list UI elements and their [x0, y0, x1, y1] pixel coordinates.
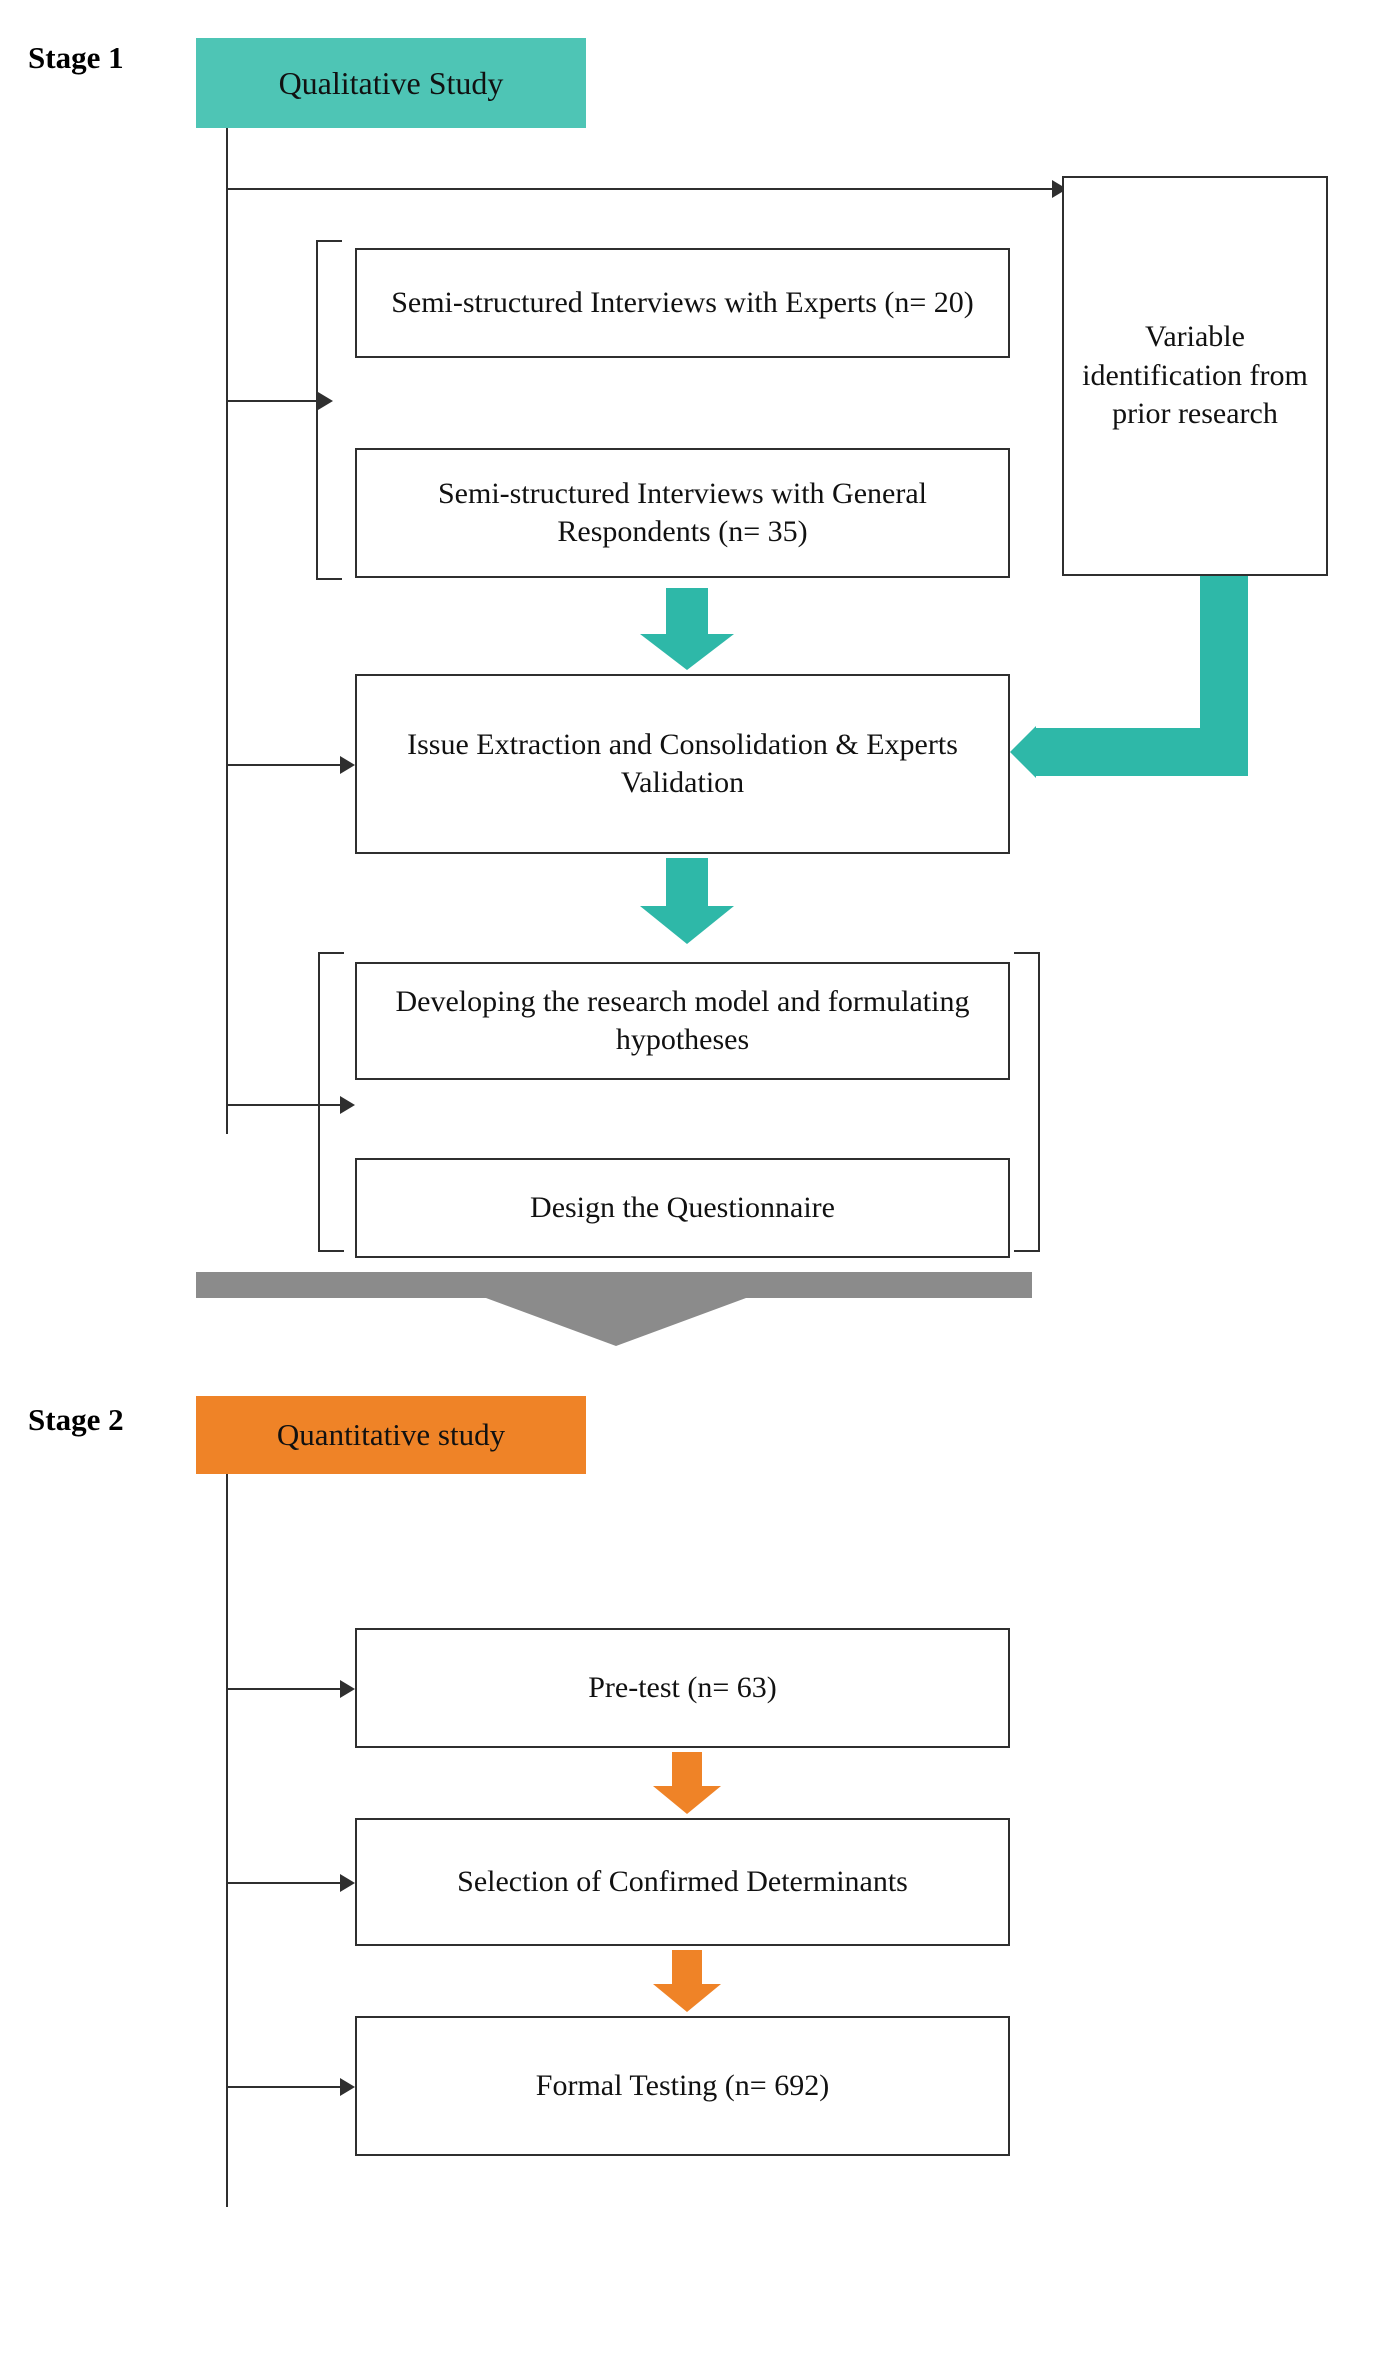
arrow-head-model — [340, 1096, 355, 1114]
stage-1-head-qualitative-study: Qualitative Study — [196, 38, 586, 128]
stage-2-spine — [226, 1474, 228, 2207]
arrow-interviews-to-issue-extraction — [640, 588, 734, 670]
connector-spine-to-formal-testing — [226, 2086, 350, 2088]
arrow-head-interviews — [318, 392, 333, 410]
connector-spine-to-interviews — [226, 400, 322, 402]
node-design-questionnaire: Design the Questionnaire — [355, 1158, 1010, 1258]
arrow-head-pre-test — [340, 1680, 355, 1698]
stage-2-head-quantitative-study: Quantitative study — [196, 1396, 586, 1474]
node-interviews-general-respondents: Semi-structured Interviews with General Respondents (n= 35) — [355, 448, 1010, 578]
arrow-pre-test-to-selection — [652, 1752, 722, 1814]
connector-spine-to-model — [226, 1104, 350, 1106]
node-pre-test: Pre-test (n= 63) — [355, 1628, 1010, 1748]
stage-1-spine — [226, 128, 228, 1134]
arrow-head-issue-extraction — [340, 756, 355, 774]
arrow-head-selection — [340, 1874, 355, 1892]
connector-spine-to-pre-test — [226, 1688, 350, 1690]
node-selection-confirmed-determinants: Selection of Confirmed Determinants — [355, 1818, 1010, 1946]
stage-2-label: Stage 2 — [28, 1402, 124, 1437]
node-interviews-experts: Semi-structured Interviews with Experts (n= 20) — [355, 248, 1010, 358]
stage-1-label: Stage 1 — [28, 40, 124, 75]
arrow-stage1-to-stage2 — [196, 1272, 1032, 1364]
arrow-issue-extraction-to-model — [640, 858, 734, 944]
connector-spine-to-issue-extraction — [226, 764, 350, 766]
bracket-model-right — [1014, 952, 1040, 1252]
arrow-head-formal-testing — [340, 2078, 355, 2096]
node-issue-extraction: Issue Extraction and Consolidation & Experts Validation — [355, 674, 1010, 854]
node-formal-testing: Formal Testing (n= 692) — [355, 2016, 1010, 2156]
bracket-interviews — [316, 240, 342, 580]
arrow-selection-to-formal-testing — [652, 1950, 722, 2012]
node-developing-research-model: Developing the research model and formulating hypotheses — [355, 962, 1010, 1080]
node-variable-identification: Variable identification from prior research — [1062, 176, 1328, 576]
connector-spine-to-selection — [226, 1882, 350, 1884]
connector-head-to-variable-identification — [226, 188, 1056, 190]
connector-variable-identification-to-issue-extraction — [1010, 576, 1250, 806]
